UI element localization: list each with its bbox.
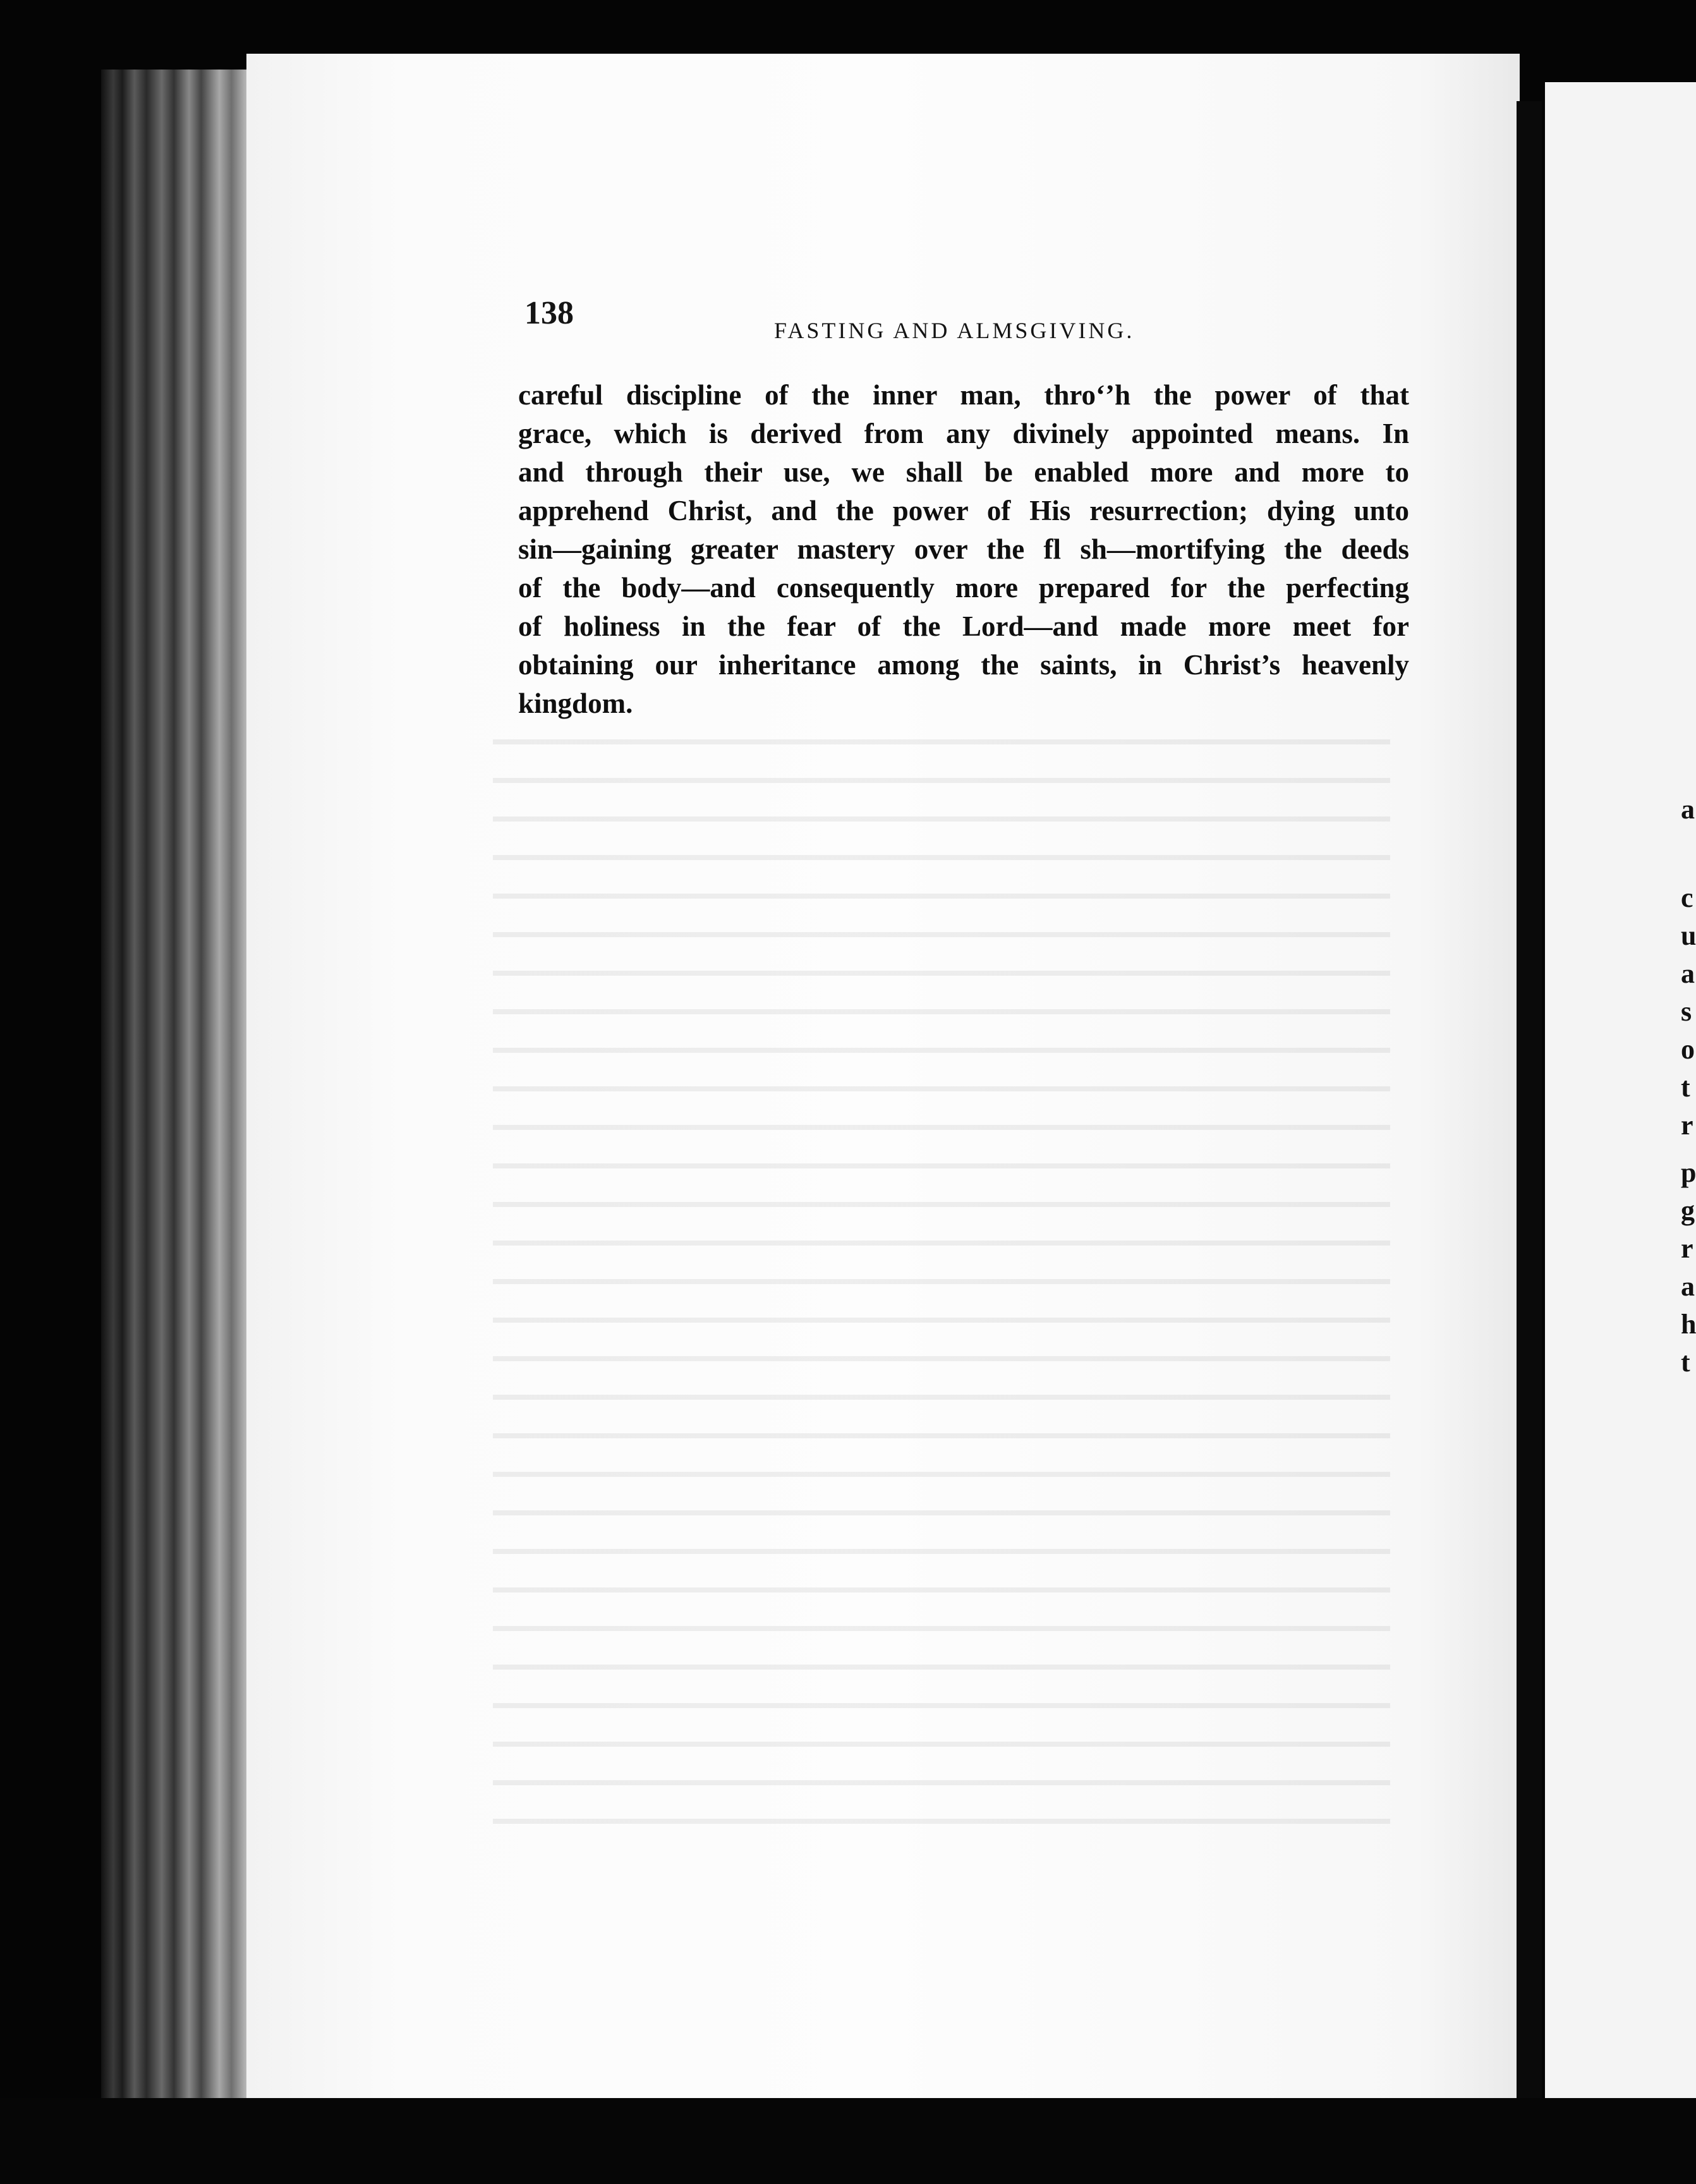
book-gutter: [1517, 101, 1542, 2098]
running-head: FASTING AND ALMSGIVING.: [774, 318, 1135, 343]
facing-page-fragment: t: [1681, 1347, 1690, 1378]
text-line: apprehend Christ, and the power of His resurrection; dying unto: [518, 495, 1409, 526]
facing-page-fragment: g: [1681, 1195, 1695, 1226]
text-line: of the body—and consequently more prepared for the perfecting: [518, 572, 1409, 604]
show-through-texture: [493, 714, 1390, 1852]
text-line: and through their use, we shall be enabled more and more to: [518, 456, 1409, 488]
book-page-edges: [101, 70, 253, 2098]
facing-page: [1545, 82, 1696, 2104]
body-paragraph: [518, 376, 1409, 723]
facing-page-fragment: o: [1681, 1034, 1695, 1065]
text-line: obtaining our inheritance among the saints, in Christ’s heavenly: [518, 649, 1409, 681]
facing-page-fragment: u: [1681, 920, 1696, 951]
facing-page-fragment: p: [1681, 1157, 1696, 1188]
facing-page-fragment: a: [1681, 794, 1695, 825]
text-line: careful discipline of the inner man, thro‘’h the power of that: [518, 379, 1409, 411]
text-line: grace, which is derived from any divinely appointed means. In: [518, 418, 1409, 449]
facing-page-fragment: h: [1681, 1309, 1696, 1340]
text-line: kingdom.: [518, 688, 633, 719]
text-line: sin—gaining greater mastery over the fl sh—mortifying the deeds: [518, 533, 1409, 565]
facing-page-fragment: s: [1681, 996, 1692, 1027]
scan-bottom-border: [0, 2098, 1696, 2184]
facing-page-fragment: a: [1681, 1271, 1695, 1302]
facing-page-fragment: t: [1681, 1072, 1690, 1103]
facing-page-fragment: r: [1681, 1110, 1693, 1141]
text-line: of holiness in the fear of the Lord—and made more meet for: [518, 610, 1409, 642]
facing-page-fragment: c: [1681, 882, 1693, 913]
facing-page-fragment: r: [1681, 1233, 1693, 1264]
page-number: 138: [524, 295, 574, 331]
facing-page-fragment: a: [1681, 958, 1695, 989]
